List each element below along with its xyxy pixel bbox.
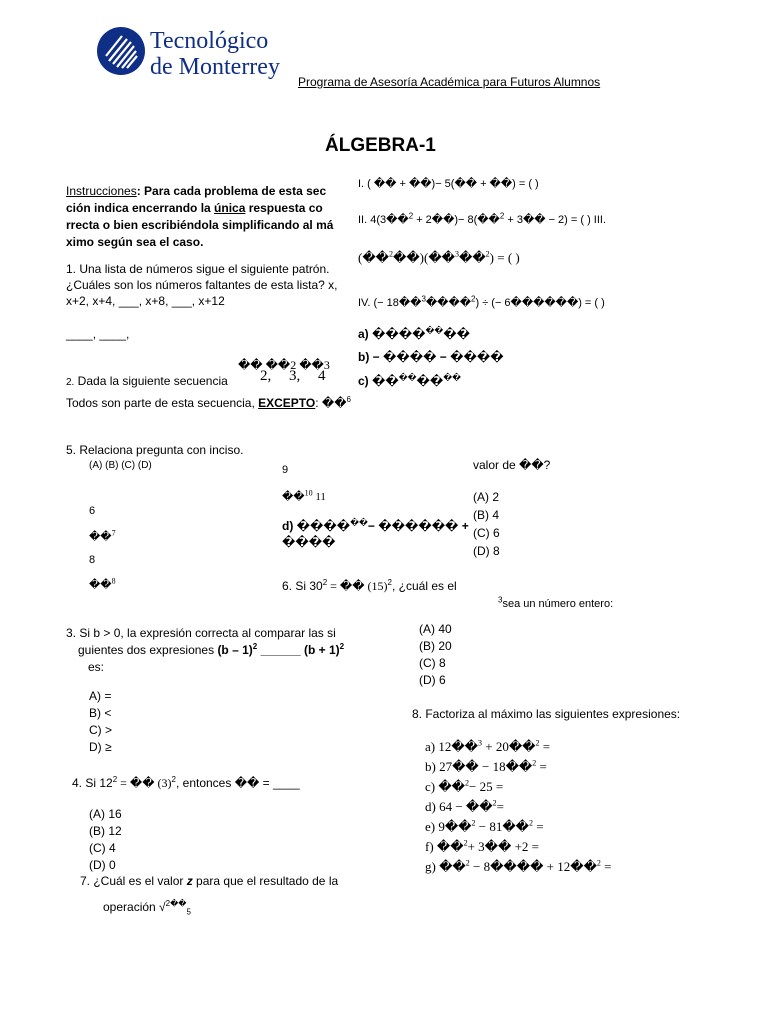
- expression-iii: (��$^2$��)(��$^3$��$^2$) = ( ): [358, 249, 520, 265]
- program-title: Programa de Asesoría Académica para Futuros Alumnos: [298, 75, 601, 89]
- choice[interactable]: (B) 4: [473, 508, 500, 522]
- factor-item: c) ��$^2$− 25 =: [425, 778, 504, 794]
- expression-ii: II. 4(3��$^2$ + 2��)− 8(��$^2$ + 3�� − 2) = ( ) III.: [358, 211, 607, 226]
- factor-item: a) 12��$^3$ + 20��$^2$ =: [425, 738, 551, 754]
- q7-choices: [419, 621, 452, 689]
- choice[interactable]: (C) 4: [89, 841, 116, 855]
- question-1-blanks[interactable]: ____, ____,: [66, 327, 130, 341]
- q5-number-8: 8: [89, 554, 96, 566]
- choice[interactable]: (C) 8: [419, 656, 446, 670]
- question-4: 4. Si $12^2$ = �� $(3)^2$, entonces �� = ____: [72, 775, 300, 790]
- q5-x10: ��$^{10}$ 11: [282, 488, 326, 503]
- factor-item: g) ��$^2$ − 8���� + 12��$^2$ =: [425, 858, 612, 874]
- instructions-label: Instrucciones: [66, 184, 137, 198]
- question-8-title: 8. Factoriza al máximo las siguientes expresiones:: [412, 707, 681, 721]
- question-2-except: Todos son parte de esta secuencia, EXCEPTO: ��$^6$: [66, 395, 351, 410]
- option-a[interactable]: a) ��������: [358, 326, 470, 341]
- q5-x7: ��$^7$: [89, 528, 116, 543]
- choice[interactable]: D) ≥: [89, 740, 112, 754]
- page-title: ÁLGEBRA-1: [325, 135, 436, 156]
- question-3-choices: [89, 688, 112, 756]
- institution-logo: [96, 26, 146, 76]
- question-5-title: 5. Relaciona pregunta con inciso.: [66, 443, 244, 457]
- question-5-header: (A) (B) (C) (D): [89, 460, 152, 471]
- choice[interactable]: (D) 8: [473, 544, 500, 558]
- question-2: 2. Dada la siguiente secuencia: [66, 374, 228, 388]
- choice[interactable]: (B) 12: [89, 824, 122, 838]
- expression-iv: IV. (− 18��$^3$����$^2$) ÷ (− 6������) = ( ): [358, 294, 605, 309]
- choice[interactable]: B) <: [89, 706, 112, 720]
- factor-item: f) ��$^2$+ 3�� +2 =: [425, 838, 539, 854]
- option-d[interactable]: d) ������− ������ + ����: [282, 518, 469, 549]
- factor-item: b) 27�� − 18��$^2$ =: [425, 758, 547, 774]
- logo-line-2: de Monterrey: [150, 54, 280, 80]
- q6-choices: [473, 488, 500, 560]
- question-7-operation: operación √$^{2��}_5$: [103, 899, 191, 917]
- choice[interactable]: (A) 16: [89, 807, 122, 821]
- entero-note: $^3$sea un número entero:: [498, 595, 614, 610]
- question-4-choices: [89, 806, 122, 874]
- factor-item: d) 64 − ��$^2$=: [425, 798, 504, 814]
- valor-de-x: valor de ��?: [473, 458, 551, 472]
- choice[interactable]: C) >: [89, 723, 113, 737]
- factor-item: e) 9��$^2$ − 81��$^2$ =: [425, 818, 544, 834]
- choice[interactable]: (A) 2: [473, 490, 500, 504]
- q5-x8: ��$^8$: [89, 576, 116, 591]
- logo-line-1: Tecnológico: [150, 28, 269, 54]
- choice[interactable]: A) =: [89, 689, 112, 703]
- q5-number-6: 6: [89, 505, 96, 517]
- sequence-top: �� ��2 ��3: [238, 358, 330, 372]
- question-8-items: [425, 737, 612, 877]
- question-1: 1. Una lista de números sigue el siguiente patrón. ¿Cuáles son los números faltantes de esta lista? x, x+2, x+4, ___, x+8, ___, x+12: [66, 262, 338, 308]
- instructions: Instrucciones: Para cada problema de esta sec ción indica encerrando la única respuesta co rrecta o bien escribiéndola simplificando al má ximo según sea el caso.: [66, 184, 334, 249]
- choice[interactable]: (A) 40: [419, 622, 452, 636]
- choice[interactable]: (B) 20: [419, 639, 452, 653]
- option-b[interactable]: b) − ���� − ����: [358, 350, 504, 364]
- choice[interactable]: (D) 0: [89, 858, 116, 872]
- logo-emblem-icon: [96, 26, 146, 76]
- question-7: 7. ¿Cuál es el valor z para que el resultado de la: [80, 874, 339, 888]
- question-6: 6. Si $30^2$ = �� $(15)^2$, ¿cuál es el: [282, 578, 457, 593]
- choice[interactable]: (D) 6: [419, 673, 446, 687]
- choice[interactable]: (C) 6: [473, 526, 500, 540]
- sequence-bottom: 2, 3, 4: [260, 368, 326, 384]
- q5-number-9: 9: [282, 464, 289, 476]
- question-3: 3. Si b > 0, la expresión correcta al comparar las si guientes dos expresiones (b – 1)$^2$ ______ $(b + 1)^2$ es:: [66, 626, 345, 674]
- expression-i: I. ( �� + ��)− 5(�� + ��) = ( ): [358, 178, 539, 190]
- option-c[interactable]: c) ��������: [358, 373, 462, 388]
